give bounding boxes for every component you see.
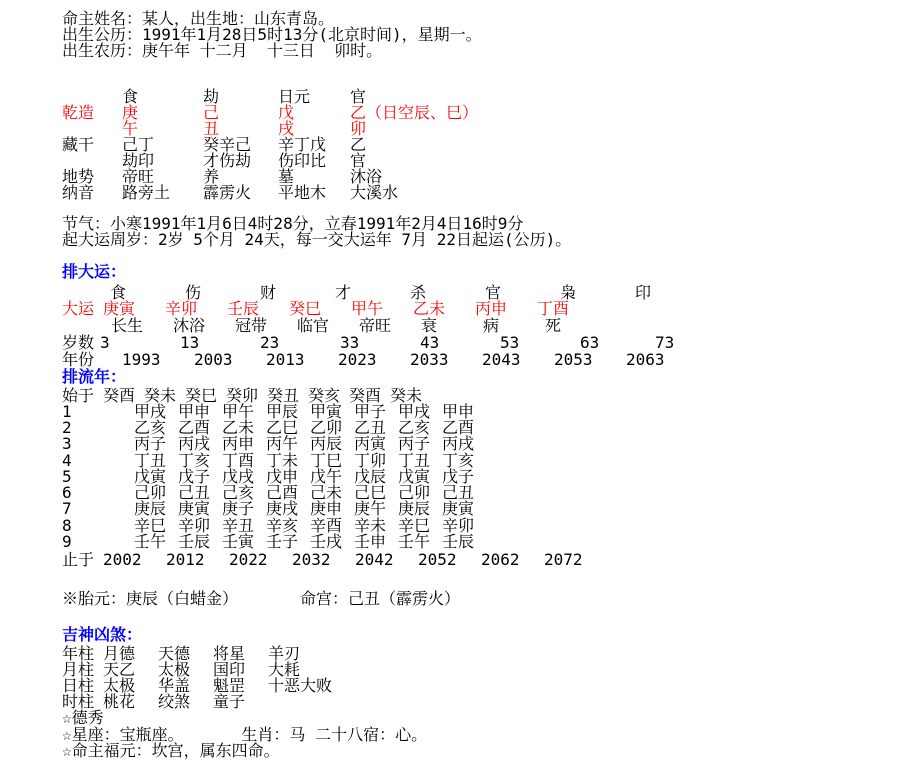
liunian-cell: 丁酉 — [222, 451, 255, 470]
pillar-stem: 庚 — [122, 103, 139, 122]
liunian-end-year: 2012 — [166, 550, 205, 569]
liunian-cell: 庚午 — [354, 499, 387, 518]
name-birthplace-text: 命主姓名：某人，出生地：山东青岛。 — [62, 9, 335, 28]
hidden-stems: 己丁 — [122, 135, 155, 154]
dayun-tengod: 伤 — [185, 283, 202, 302]
liunian-cell: 癸未 — [144, 386, 177, 405]
nayin-label: 纳音 — [62, 183, 95, 202]
dayun-label: 大运 — [62, 299, 95, 318]
hidden-gods: 伤印比 — [278, 151, 327, 170]
hidden-gods: 劫印 — [122, 151, 155, 170]
liunian-cell: 丁亥 — [442, 451, 475, 470]
dayun-year: 1993 — [122, 350, 161, 369]
dayun-tengod: 枭 — [560, 283, 577, 302]
dayun-pillar: 庚寅 — [103, 299, 136, 318]
liunian-row — [0, 533, 900, 550]
liunian-end-year: 2052 — [418, 550, 457, 569]
shensha-item: 绞煞 — [158, 692, 191, 711]
liunian-end-year: 2062 — [481, 550, 520, 569]
shensha-row-label: 月柱 — [62, 660, 95, 679]
shensha-item: 将星 — [213, 644, 246, 663]
liunian-cell: 辛丑 — [222, 516, 255, 535]
dayun-age: 3 — [100, 333, 110, 352]
dayun-year: 2003 — [194, 350, 233, 369]
liunian-cell: 己卯 — [134, 483, 167, 502]
liunian-cell: 丙戌 — [442, 434, 475, 453]
liunian-cell: 癸丑 — [267, 386, 300, 405]
liunian-cell: 庚子 — [222, 499, 255, 518]
solar-birth-text: 出生公历：1991年1月28日5时13分(北京时间)，星期一。 — [62, 25, 482, 44]
pillar-branch: 卯 — [350, 119, 367, 138]
pillar-tengod: 官 — [350, 87, 367, 106]
dayun-tengod: 印 — [635, 283, 652, 302]
liunian-cell: 戊寅 — [134, 467, 167, 486]
dayun-tengods-row — [0, 284, 900, 301]
liunian-cell: 癸卯 — [226, 386, 259, 405]
liunian-cell: 辛巳 — [398, 516, 431, 535]
taiyuan-line — [0, 590, 900, 607]
liunian-cell: 甲申 — [442, 402, 475, 421]
dayun-pillar: 甲午 — [351, 299, 384, 318]
liunian-cell: 辛亥 — [266, 516, 299, 535]
hidden-stems-label: 藏干 — [62, 135, 95, 154]
pillar-tengod: 日元 — [278, 87, 311, 106]
liunian-cell: 癸亥 — [308, 386, 341, 405]
dayun-age: 43 — [420, 333, 440, 352]
pillar-stem: 己 — [203, 103, 220, 122]
shensha-item: 魁罡 — [213, 676, 246, 695]
liunian-end-label: 止于 — [62, 550, 95, 569]
hidden-stems: 癸辛己 — [203, 135, 252, 154]
dayun-stage: 临官 — [297, 316, 330, 335]
liunian-cell: 己酉 — [266, 483, 299, 502]
liunian-cell: 丁丑 — [398, 451, 431, 470]
liunian-cell: 庚寅 — [178, 499, 211, 518]
shensha-row-year — [0, 645, 900, 662]
dayun-pillars-row — [0, 300, 900, 317]
liunian-cell: 己巳 — [354, 483, 387, 502]
shensha-heading — [0, 626, 900, 643]
dayun-heading — [0, 263, 900, 280]
lunar-birth-line — [0, 42, 900, 59]
dayun-stage: 死 — [545, 316, 562, 335]
dayun-stages-row — [0, 317, 900, 334]
dayun-pillar: 辛卯 — [165, 299, 198, 318]
shensha-item: 太极 — [103, 676, 136, 695]
ages-label: 岁数 — [62, 333, 95, 352]
liunian-cell: 戊辰 — [354, 467, 387, 486]
life-stage: 帝旺 — [122, 167, 155, 186]
dayun-tengod: 官 — [485, 283, 502, 302]
liunian-heading-text: 排流年： — [62, 367, 127, 386]
liunian-end-year: 2072 — [544, 550, 583, 569]
liunian-cell: 甲辰 — [266, 402, 299, 421]
liunian-cell: 辛卯 — [178, 516, 211, 535]
liunian-cell: 乙酉 — [178, 418, 211, 437]
liunian-cell: 壬午 — [134, 532, 167, 551]
dayun-age: 63 — [580, 333, 600, 352]
dayun-stage: 长生 — [111, 316, 144, 335]
liunian-cell: 壬戌 — [310, 532, 343, 551]
solar-terms-text: 节气：小寒1991年1月6日4时28分，立春1991年2月4日16时9分 — [62, 214, 524, 233]
void-branches-note: （日空辰、巳） — [366, 103, 479, 122]
shensha-item: 天乙 — [103, 660, 136, 679]
liunian-cell: 乙卯 — [310, 418, 343, 437]
dayun-tengod: 食 — [110, 283, 127, 302]
pillar-stem: 戊 — [278, 103, 295, 122]
dayun-age: 33 — [340, 333, 360, 352]
shensha-row-hour — [0, 693, 900, 710]
shensha-item: 华盖 — [158, 676, 191, 695]
taiyuan-text: ※胎元：庚辰（白蜡金） — [62, 589, 239, 608]
liunian-cell: 辛未 — [354, 516, 387, 535]
liunian-cell: 壬辰 — [178, 532, 211, 551]
fuyuan-text: ☆命主福元：坎宫，属东四命。 — [62, 741, 280, 760]
liunian-cell: 己亥 — [222, 483, 255, 502]
hidden-stems: 辛丁戊 — [278, 135, 327, 154]
liunian-cell: 己卯 — [398, 483, 431, 502]
liunian-cell: 丁丑 — [134, 451, 167, 470]
liunian-cell: 庚辰 — [134, 499, 167, 518]
liunian-row-number: 8 — [62, 516, 72, 535]
liunian-cell: 戊寅 — [398, 467, 431, 486]
life-stage: 沐浴 — [350, 167, 383, 186]
nayin: 霹雳火 — [203, 183, 252, 202]
liunian-row-number: 9 — [62, 532, 72, 551]
dayun-stage: 病 — [483, 316, 500, 335]
shensha-item: 太极 — [158, 660, 191, 679]
liunian-cell: 辛酉 — [310, 516, 343, 535]
liunian-row — [0, 500, 900, 517]
liunian-cell: 癸未 — [390, 386, 423, 405]
liunian-cell: 己丑 — [178, 483, 211, 502]
life-stage: 养 — [203, 167, 220, 186]
shensha-item: 月德 — [103, 644, 136, 663]
dayun-pillar: 丙申 — [475, 299, 508, 318]
life-stage: 墓 — [278, 167, 295, 186]
liunian-cell: 壬子 — [266, 532, 299, 551]
dexiu-text: ☆德秀 — [62, 708, 104, 727]
dayun-stage: 衰 — [421, 316, 438, 335]
dayun-year: 2043 — [482, 350, 521, 369]
dayun-year: 2063 — [626, 350, 665, 369]
liunian-cell: 丙子 — [134, 434, 167, 453]
liunian-cell: 丁巳 — [310, 451, 343, 470]
pillar-branch: 戌 — [278, 119, 295, 138]
pillar-branch: 午 — [122, 119, 139, 138]
hidden-stems: 乙 — [350, 135, 367, 154]
liunian-row-number: 1 — [62, 402, 72, 421]
liunian-cell: 庚辰 — [398, 499, 431, 518]
dayun-tengod: 财 — [260, 283, 277, 302]
liunian-cell: 癸巳 — [185, 386, 218, 405]
liunian-cell: 丙申 — [222, 434, 255, 453]
liunian-cell: 甲子 — [354, 402, 387, 421]
nayin: 大溪水 — [350, 183, 399, 202]
dayun-pillar: 癸巳 — [289, 299, 322, 318]
liunian-cell: 庚戌 — [266, 499, 299, 518]
pillar-branch: 丑 — [203, 119, 220, 138]
liunian-cell: 乙巳 — [266, 418, 299, 437]
liunian-row-number: 6 — [62, 483, 72, 502]
dayun-ages-row — [0, 334, 900, 351]
liunian-cell: 丙戌 — [178, 434, 211, 453]
dayun-year: 2033 — [410, 350, 449, 369]
liunian-cell: 甲戌 — [398, 402, 431, 421]
liunian-cell: 丙午 — [266, 434, 299, 453]
liunian-heading — [0, 368, 900, 385]
liunian-cell: 壬午 — [398, 532, 431, 551]
shensha-item: 桃花 — [103, 692, 136, 711]
liunian-end-year: 2042 — [355, 550, 394, 569]
liunian-end-year: 2002 — [103, 550, 142, 569]
dayun-age: 53 — [500, 333, 520, 352]
luck-start-text: 起大运周岁：2岁 5个月 24天，每一交大运年 7月 22日起运(公历)。 — [62, 230, 572, 249]
liunian-end-year: 2022 — [229, 550, 268, 569]
shensha-row-month — [0, 661, 900, 678]
shensha-row-day — [0, 677, 900, 694]
shensha-item: 十恶大败 — [268, 676, 333, 695]
liunian-cell: 丙寅 — [354, 434, 387, 453]
shensha-row-label: 年柱 — [62, 644, 95, 663]
dayun-stage: 沐浴 — [173, 316, 206, 335]
dayun-age: 73 — [655, 333, 675, 352]
liunian-row-number: 2 — [62, 418, 72, 437]
nayin-row — [0, 184, 900, 201]
liunian-row-number: 7 — [62, 499, 72, 518]
liunian-cell: 乙亥 — [134, 418, 167, 437]
liunian-cell: 乙亥 — [398, 418, 431, 437]
liunian-cell: 丙辰 — [310, 434, 343, 453]
liunian-cell: 己丑 — [442, 483, 475, 502]
liunian-cell: 乙未 — [222, 418, 255, 437]
years-label: 年份 — [62, 350, 95, 369]
liunian-start-label: 始于 — [62, 386, 95, 405]
shensha-item: 国印 — [213, 660, 246, 679]
liunian-cell: 壬寅 — [222, 532, 255, 551]
shensha-row-label: 时柱 — [62, 692, 95, 711]
nayin: 平地木 — [278, 183, 327, 202]
liunian-end-year: 2032 — [292, 550, 331, 569]
dayun-pillar: 丁酉 — [537, 299, 570, 318]
minggong-text: 命宫：己丑（霹雳火） — [300, 589, 461, 608]
liunian-cell: 戊申 — [266, 467, 299, 486]
fuyuan-line — [0, 742, 900, 759]
life-stage-label: 地势 — [62, 167, 95, 186]
dayun-year: 2023 — [338, 350, 377, 369]
liunian-cell: 甲寅 — [310, 402, 343, 421]
liunian-cell: 壬申 — [354, 532, 387, 551]
liunian-cell: 戊子 — [442, 467, 475, 486]
dexiu-line — [0, 709, 900, 726]
nayin: 路旁土 — [122, 183, 171, 202]
liunian-cell: 甲戌 — [134, 402, 167, 421]
luck-start-line — [0, 231, 900, 248]
shensha-item: 天德 — [158, 644, 191, 663]
liunian-cell: 辛卯 — [442, 516, 475, 535]
lunar-birth-text: 出生农历：庚午年 十二月 十三日 卯时。 — [62, 41, 383, 60]
pillar-tengod: 劫 — [203, 87, 220, 106]
dayun-year: 2013 — [266, 350, 305, 369]
liunian-cell: 戊子 — [178, 467, 211, 486]
hidden-gods: 才伤劫 — [203, 151, 252, 170]
shensha-row-label: 日柱 — [62, 676, 95, 695]
liunian-cell: 癸酉 — [349, 386, 382, 405]
dayun-stage: 帝旺 — [359, 316, 392, 335]
dayun-pillar: 乙未 — [413, 299, 446, 318]
liunian-cell: 戊午 — [310, 467, 343, 486]
liunian-cell: 丙子 — [398, 434, 431, 453]
dayun-heading-text: 排大运： — [62, 262, 127, 281]
dayun-tengod: 才 — [335, 283, 352, 302]
dayun-year: 2053 — [554, 350, 593, 369]
dayun-age: 13 — [180, 333, 200, 352]
shensha-item: 羊刃 — [268, 644, 301, 663]
pillar-stem: 乙 — [350, 103, 367, 122]
pillar-tengod: 食 — [122, 87, 139, 106]
dayun-stage: 冠带 — [235, 316, 268, 335]
liunian-cell: 戊戌 — [222, 467, 255, 486]
dayun-tengod: 杀 — [410, 283, 427, 302]
liunian-cell: 己未 — [310, 483, 343, 502]
liunian-cell: 辛巳 — [134, 516, 167, 535]
dayun-age: 23 — [260, 333, 280, 352]
shensha-heading-text: 吉神凶煞： — [62, 625, 143, 644]
qianzao-label: 乾造 — [62, 103, 95, 122]
liunian-cell: 庚寅 — [442, 499, 475, 518]
hidden-gods: 官 — [350, 151, 367, 170]
liunian-cell: 庚申 — [310, 499, 343, 518]
liunian-cell: 癸酉 — [103, 386, 136, 405]
dayun-years-row — [0, 351, 900, 368]
liunian-cell: 壬辰 — [442, 532, 475, 551]
liunian-end-row — [0, 551, 900, 568]
liunian-cell: 丁未 — [266, 451, 299, 470]
dayun-pillar: 壬辰 — [227, 299, 260, 318]
liunian-cell: 丁亥 — [178, 451, 211, 470]
liunian-cell: 乙酉 — [442, 418, 475, 437]
liunian-cell: 甲午 — [222, 402, 255, 421]
constellation-text: ☆星座：宝瓶座。 生肖：马 二十八宿：心。 — [62, 725, 428, 744]
liunian-row-number: 5 — [62, 467, 72, 486]
liunian-row-number: 4 — [62, 451, 72, 470]
liunian-cell: 乙丑 — [354, 418, 387, 437]
liunian-row — [0, 435, 900, 452]
liunian-cell: 甲申 — [178, 402, 211, 421]
liunian-row-number: 3 — [62, 434, 72, 453]
liunian-cell: 丁卯 — [354, 451, 387, 470]
shensha-item: 大耗 — [268, 660, 301, 679]
shensha-item: 童子 — [213, 692, 246, 711]
